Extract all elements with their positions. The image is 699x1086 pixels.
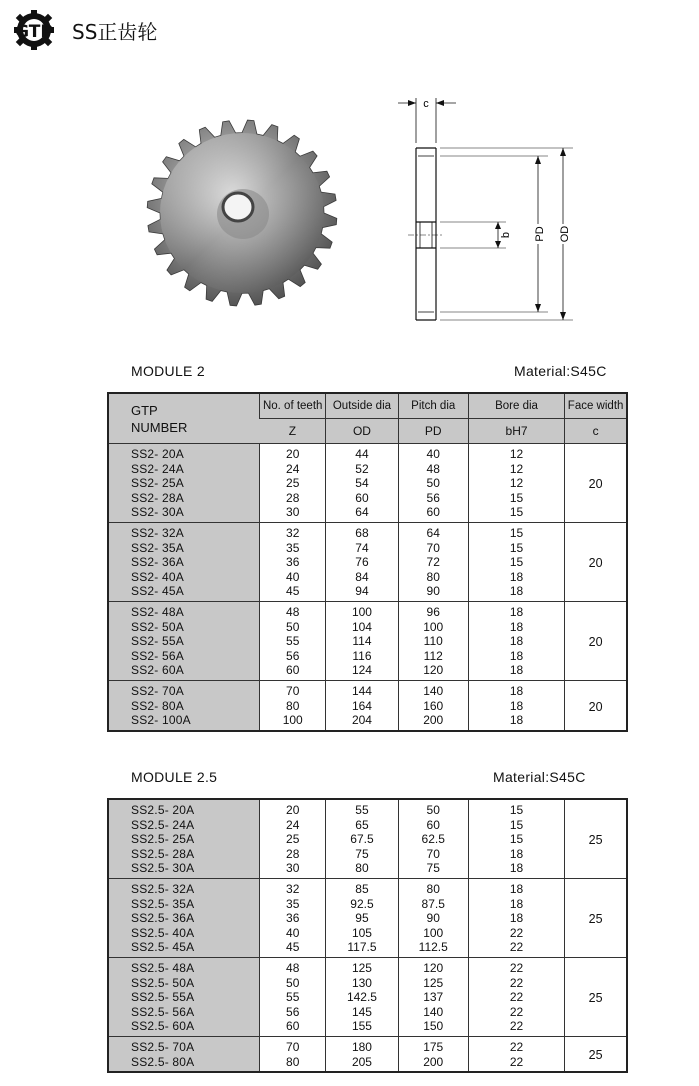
header-sym-z: Z: [260, 419, 326, 444]
row-group: [108, 522, 627, 601]
bore-dia-cell: 18: [468, 570, 564, 585]
teeth-cell: 56: [260, 649, 326, 664]
model-cell: SS2.5- 45A: [108, 940, 260, 957]
face-width-cell: 25: [565, 799, 627, 878]
face-width-cell: 20: [565, 680, 627, 730]
teeth-cell: 40: [260, 570, 326, 585]
table-row: [108, 601, 627, 619]
teeth-cell: 24: [260, 462, 326, 477]
outside-dia-cell: 44: [326, 444, 398, 462]
bore-dia-cell: 18: [468, 663, 564, 680]
teeth-cell: 56: [260, 1005, 326, 1020]
outside-dia-cell: 105: [326, 926, 398, 941]
bore-dia-cell: 18: [468, 861, 564, 878]
table-row: [108, 663, 627, 680]
table-row: [108, 976, 627, 991]
model-cell: SS2- 40A: [108, 570, 260, 585]
pitch-dia-cell: 56: [398, 491, 468, 506]
model-cell: SS2.5- 55A: [108, 990, 260, 1005]
table-row: [108, 444, 627, 462]
pitch-dia-cell: 80: [398, 878, 468, 896]
bore-dia-cell: 18: [468, 649, 564, 664]
table-row: [108, 818, 627, 833]
table-row: [108, 522, 627, 540]
model-cell: SS2- 45A: [108, 584, 260, 601]
bore-dia-cell: 22: [468, 1055, 564, 1073]
table-row: [108, 713, 627, 731]
outside-dia-cell: 52: [326, 462, 398, 477]
outside-dia-cell: 67.5: [326, 832, 398, 847]
teeth-cell: 70: [260, 680, 326, 698]
row-group: [108, 601, 627, 680]
outside-dia-cell: 125: [326, 957, 398, 975]
table-row: [108, 897, 627, 912]
table-row: [108, 1036, 627, 1054]
outside-dia-cell: 205: [326, 1055, 398, 1073]
model-cell: SS2- 100A: [108, 713, 260, 731]
bore-dia-cell: 12: [468, 462, 564, 477]
teeth-cell: 30: [260, 861, 326, 878]
model-cell: SS2.5- 56A: [108, 1005, 260, 1020]
outside-dia-cell: 54: [326, 476, 398, 491]
table-row: [108, 957, 627, 975]
teeth-cell: 55: [260, 990, 326, 1005]
pitch-dia-cell: 60: [398, 505, 468, 522]
pitch-dia-cell: 96: [398, 601, 468, 619]
teeth-cell: 28: [260, 491, 326, 506]
table-row: [108, 541, 627, 556]
bore-dia-cell: 22: [468, 1005, 564, 1020]
bore-dia-cell: 18: [468, 584, 564, 601]
teeth-cell: 48: [260, 957, 326, 975]
table-row: [108, 861, 627, 878]
face-width-cell: 20: [565, 444, 627, 523]
bore-dia-cell: 18: [468, 620, 564, 635]
bore-dia-cell: 22: [468, 976, 564, 991]
outside-dia-cell: 75: [326, 847, 398, 862]
table-row: [108, 699, 627, 714]
outside-dia-cell: 92.5: [326, 897, 398, 912]
teeth-cell: 40: [260, 926, 326, 941]
dim-c-label: c: [423, 98, 429, 110]
outside-dia-cell: 95: [326, 911, 398, 926]
model-cell: SS2- 50A: [108, 620, 260, 635]
teeth-cell: 50: [260, 620, 326, 635]
bore-dia-cell: 18: [468, 634, 564, 649]
outside-dia-cell: 64: [326, 505, 398, 522]
teeth-cell: 28: [260, 847, 326, 862]
table-row: [108, 649, 627, 664]
pitch-dia-cell: 80: [398, 570, 468, 585]
teeth-cell: 36: [260, 911, 326, 926]
model-cell: SS2.5- 28A: [108, 847, 260, 862]
teeth-cell: 45: [260, 584, 326, 601]
spur-gear-image: [135, 110, 350, 320]
pitch-dia-cell: 120: [398, 663, 468, 680]
teeth-cell: 35: [260, 897, 326, 912]
teeth-cell: 36: [260, 555, 326, 570]
pitch-dia-cell: 90: [398, 584, 468, 601]
bore-dia-cell: 15: [468, 522, 564, 540]
model-cell: SS2- 20A: [108, 444, 260, 462]
table-row: [108, 940, 627, 957]
teeth-cell: 55: [260, 634, 326, 649]
pitch-dia-cell: 140: [398, 680, 468, 698]
page-title: SS正齿轮: [72, 20, 158, 44]
bore-dia-cell: 15: [468, 555, 564, 570]
pitch-dia-cell: 70: [398, 847, 468, 862]
model-cell: SS2.5- 20A: [108, 799, 260, 818]
outside-dia-cell: 124: [326, 663, 398, 680]
pitch-dia-cell: 87.5: [398, 897, 468, 912]
face-width-cell: 25: [565, 957, 627, 1036]
model-cell: SS2.5- 50A: [108, 976, 260, 991]
table-row: [108, 620, 627, 635]
dim-od-label: OD: [559, 225, 571, 243]
model-cell: SS2.5- 30A: [108, 861, 260, 878]
pitch-dia-cell: 50: [398, 476, 468, 491]
pitch-dia-cell: 50: [398, 799, 468, 818]
model-cell: SS2.5- 36A: [108, 911, 260, 926]
module-2-5-title: MODULE 2.5: [131, 769, 218, 785]
model-cell: SS2.5- 32A: [108, 878, 260, 896]
teeth-cell: 25: [260, 476, 326, 491]
header-bore: Bore dia: [468, 393, 564, 419]
table-row: [108, 634, 627, 649]
bore-dia-cell: 18: [468, 699, 564, 714]
pitch-dia-cell: 112.5: [398, 940, 468, 957]
pitch-dia-cell: 60: [398, 818, 468, 833]
outside-dia-cell: 145: [326, 1005, 398, 1020]
outside-dia-cell: 130: [326, 976, 398, 991]
teeth-cell: 20: [260, 799, 326, 818]
outside-dia-cell: 100: [326, 601, 398, 619]
table-row: [108, 878, 627, 896]
outside-dia-cell: 55: [326, 799, 398, 818]
teeth-cell: 80: [260, 1055, 326, 1073]
row-group: [108, 444, 627, 523]
bore-dia-cell: 15: [468, 505, 564, 522]
pitch-dia-cell: 112: [398, 649, 468, 664]
pitch-dia-cell: 150: [398, 1019, 468, 1036]
outside-dia-cell: 116: [326, 649, 398, 664]
bore-dia-cell: 22: [468, 957, 564, 975]
outside-dia-cell: 84: [326, 570, 398, 585]
outside-dia-cell: 80: [326, 861, 398, 878]
row-group: [108, 878, 627, 957]
model-cell: SS2- 60A: [108, 663, 260, 680]
bore-dia-cell: 22: [468, 940, 564, 957]
model-cell: SS2- 70A: [108, 680, 260, 698]
teeth-cell: 50: [260, 976, 326, 991]
table-row: [108, 990, 627, 1005]
bore-dia-cell: 18: [468, 713, 564, 731]
module-2-material: Material:S45C: [514, 363, 607, 379]
table-row: [108, 570, 627, 585]
table-row: [108, 926, 627, 941]
module-2-5-material: Material:S45C: [493, 769, 586, 785]
model-cell: SS2- 55A: [108, 634, 260, 649]
pitch-dia-cell: 125: [398, 976, 468, 991]
table-row: [108, 911, 627, 926]
gear-dimension-drawing: [388, 88, 588, 328]
model-cell: SS2.5- 24A: [108, 818, 260, 833]
outside-dia-cell: 85: [326, 878, 398, 896]
table-row: [108, 1005, 627, 1020]
model-cell: SS2.5- 40A: [108, 926, 260, 941]
bore-dia-cell: 18: [468, 680, 564, 698]
gtp-logo: [4, 10, 64, 50]
table-row: [108, 1019, 627, 1036]
bore-dia-cell: 18: [468, 897, 564, 912]
outside-dia-cell: 94: [326, 584, 398, 601]
face-width-cell: 20: [565, 522, 627, 601]
table-row: [108, 832, 627, 847]
row-group: [108, 680, 627, 730]
outside-dia-cell: 104: [326, 620, 398, 635]
row-group: [108, 1036, 627, 1072]
teeth-cell: 100: [260, 713, 326, 731]
outside-dia-cell: 142.5: [326, 990, 398, 1005]
dim-pd-label: PD: [534, 226, 546, 242]
bore-dia-cell: 22: [468, 990, 564, 1005]
pitch-dia-cell: 120: [398, 957, 468, 975]
teeth-cell: 60: [260, 1019, 326, 1036]
bore-dia-cell: 18: [468, 878, 564, 896]
model-cell: SS2- 36A: [108, 555, 260, 570]
outside-dia-cell: 144: [326, 680, 398, 698]
header-face: Face width: [565, 393, 627, 419]
model-cell: SS2.5- 35A: [108, 897, 260, 912]
header-outside: Outside dia: [326, 393, 398, 419]
outside-dia-cell: 164: [326, 699, 398, 714]
model-cell: SS2- 80A: [108, 699, 260, 714]
table-row: [108, 584, 627, 601]
teeth-cell: 35: [260, 541, 326, 556]
bore-dia-cell: 15: [468, 832, 564, 847]
dim-b-label: b: [500, 231, 512, 239]
teeth-cell: 80: [260, 699, 326, 714]
outside-dia-cell: 60: [326, 491, 398, 506]
pitch-dia-cell: 137: [398, 990, 468, 1005]
bore-dia-cell: 18: [468, 601, 564, 619]
teeth-cell: 60: [260, 663, 326, 680]
face-width-cell: 25: [565, 1036, 627, 1072]
table-row: [108, 476, 627, 491]
model-cell: SS2.5- 80A: [108, 1055, 260, 1073]
bore-dia-cell: 18: [468, 847, 564, 862]
pitch-dia-cell: 160: [398, 699, 468, 714]
outside-dia-cell: 65: [326, 818, 398, 833]
bore-dia-cell: 18: [468, 911, 564, 926]
teeth-cell: 70: [260, 1036, 326, 1054]
logo-text: GTP: [15, 22, 53, 42]
model-cell: SS2- 48A: [108, 601, 260, 619]
teeth-cell: 30: [260, 505, 326, 522]
face-width-cell: 25: [565, 878, 627, 957]
pitch-dia-cell: 64: [398, 522, 468, 540]
pitch-dia-cell: 175: [398, 1036, 468, 1054]
pitch-dia-cell: 72: [398, 555, 468, 570]
outside-dia-cell: 204: [326, 713, 398, 731]
header-pitch: Pitch dia: [398, 393, 468, 419]
table-row: [108, 505, 627, 522]
model-cell: SS2- 24A: [108, 462, 260, 477]
pitch-dia-cell: 200: [398, 713, 468, 731]
table-row: [108, 847, 627, 862]
table-row: [108, 462, 627, 477]
model-cell: SS2- 30A: [108, 505, 260, 522]
teeth-cell: 48: [260, 601, 326, 619]
teeth-cell: 45: [260, 940, 326, 957]
bore-dia-cell: 12: [468, 476, 564, 491]
model-cell: SS2.5- 70A: [108, 1036, 260, 1054]
bore-dia-cell: 15: [468, 818, 564, 833]
bore-dia-cell: 22: [468, 1019, 564, 1036]
teeth-cell: 20: [260, 444, 326, 462]
header-gtp-number: GTP NUMBER: [108, 393, 260, 444]
model-cell: SS2.5- 48A: [108, 957, 260, 975]
header-sym-pd: PD: [398, 419, 468, 444]
header-sym-od: OD: [326, 419, 398, 444]
bore-dia-cell: 22: [468, 1036, 564, 1054]
outside-dia-cell: 68: [326, 522, 398, 540]
teeth-cell: 32: [260, 878, 326, 896]
table-row: [108, 555, 627, 570]
model-cell: SS2- 56A: [108, 649, 260, 664]
model-cell: SS2- 28A: [108, 491, 260, 506]
model-cell: SS2- 35A: [108, 541, 260, 556]
pitch-dia-cell: 62.5: [398, 832, 468, 847]
pitch-dia-cell: 48: [398, 462, 468, 477]
teeth-cell: 32: [260, 522, 326, 540]
header-sym-bore: bH7: [468, 419, 564, 444]
module-2-5-spec-table: [107, 798, 628, 1073]
bore-dia-cell: 15: [468, 799, 564, 818]
pitch-dia-cell: 70: [398, 541, 468, 556]
bore-dia-cell: 15: [468, 491, 564, 506]
table-row: [108, 799, 627, 818]
teeth-cell: 25: [260, 832, 326, 847]
outside-dia-cell: 114: [326, 634, 398, 649]
bore-dia-cell: 15: [468, 541, 564, 556]
teeth-cell: 24: [260, 818, 326, 833]
model-cell: SS2- 25A: [108, 476, 260, 491]
header-teeth: No. of teeth: [260, 393, 326, 419]
table-row: [108, 680, 627, 698]
pitch-dia-cell: 200: [398, 1055, 468, 1073]
module-2-title: MODULE 2: [131, 363, 205, 379]
outside-dia-cell: 117.5: [326, 940, 398, 957]
model-cell: SS2.5- 60A: [108, 1019, 260, 1036]
pitch-dia-cell: 75: [398, 861, 468, 878]
row-group: [108, 957, 627, 1036]
table-row: [108, 1055, 627, 1073]
row-group: [108, 799, 627, 878]
outside-dia-cell: 180: [326, 1036, 398, 1054]
pitch-dia-cell: 40: [398, 444, 468, 462]
model-cell: SS2.5- 25A: [108, 832, 260, 847]
table-row: [108, 491, 627, 506]
pitch-dia-cell: 100: [398, 620, 468, 635]
pitch-dia-cell: 140: [398, 1005, 468, 1020]
pitch-dia-cell: 110: [398, 634, 468, 649]
outside-dia-cell: 155: [326, 1019, 398, 1036]
bore-dia-cell: 22: [468, 926, 564, 941]
outside-dia-cell: 76: [326, 555, 398, 570]
header-sym-c: c: [565, 419, 627, 444]
outside-dia-cell: 74: [326, 541, 398, 556]
pitch-dia-cell: 90: [398, 911, 468, 926]
module-2-spec-table: [107, 392, 628, 732]
face-width-cell: 20: [565, 601, 627, 680]
pitch-dia-cell: 100: [398, 926, 468, 941]
model-cell: SS2- 32A: [108, 522, 260, 540]
bore-dia-cell: 12: [468, 444, 564, 462]
